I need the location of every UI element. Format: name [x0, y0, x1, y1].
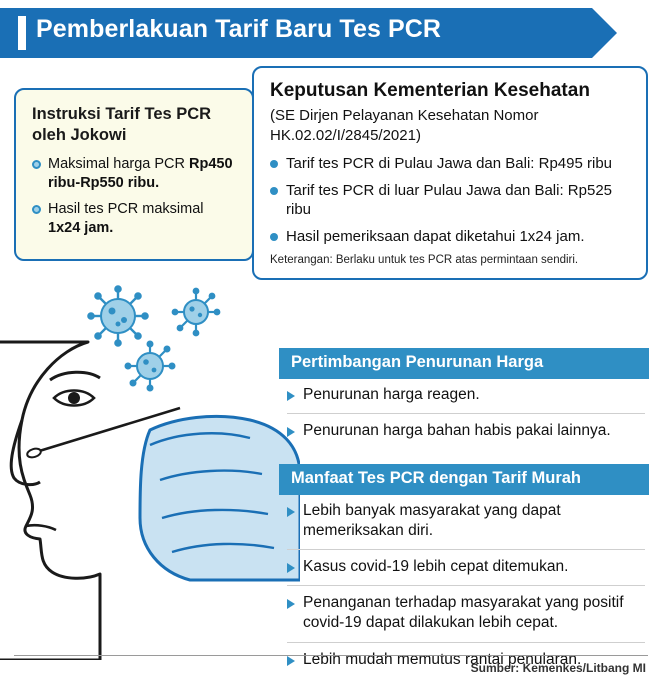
pertimbangan-item-text: Penurunan harga bahan habis pakai lainnya.	[303, 421, 611, 439]
pertimbangan-section	[279, 348, 649, 449]
instruksi-title: Instruksi Tarif Tes PCR oleh Jokowi	[32, 105, 212, 145]
list-item	[287, 421, 645, 441]
list-item	[287, 385, 645, 405]
keputusan-item-text: Hasil pemeriksaan dapat diketahui 1x24 jam.	[286, 227, 585, 245]
list-item	[270, 181, 632, 220]
manfaat-list	[279, 495, 649, 670]
arrow-right-icon	[287, 427, 295, 437]
instruksi-item-text: Maksimal harga PCR Rp450 ribu-Rp550 ribu.	[48, 156, 233, 192]
page-title: Pemberlakuan Tarif Baru Tes PCR	[36, 15, 442, 43]
keputusan-card	[252, 66, 648, 280]
list-item	[32, 155, 238, 193]
list-item	[287, 557, 645, 577]
pertimbangan-item-text: Penurunan harga reagen.	[303, 385, 480, 403]
bullet-dot-icon	[32, 205, 41, 214]
instruksi-item-text: Hasil tes PCR maksimal 1x24 jam.	[48, 200, 204, 236]
manfaat-item-text: Lebih mudah memutus rantai penularan.	[303, 650, 582, 668]
divider	[287, 413, 645, 414]
header-accent-bar	[18, 16, 26, 50]
pertimbangan-list	[279, 379, 649, 441]
list-item	[270, 227, 632, 247]
list-item	[270, 154, 632, 174]
virus-icon-group	[88, 286, 219, 390]
bullet-dot-icon	[270, 187, 278, 195]
manfaat-section	[279, 464, 649, 678]
divider	[287, 585, 645, 586]
bullet-dot-icon	[270, 233, 278, 241]
keputusan-note: Keterangan: Berlaku untuk tes PCR atas permintaan sendiri.	[270, 254, 579, 267]
arrow-right-icon	[287, 656, 295, 666]
source-credit: Sumber: Kemenkes/Litbang MI	[470, 661, 646, 675]
keputusan-subtitle: (SE Dirjen Pelayanan Kesehatan Nomor HK.02.02/I/2845/2021)	[270, 106, 539, 144]
arrow-right-icon	[287, 507, 295, 517]
manfaat-item-text: Penanganan terhadap masyarakat yang positif covid-19 dapat dilakukan lebih cepat.	[303, 594, 624, 632]
arrow-right-icon	[287, 391, 295, 401]
list-item	[287, 593, 645, 633]
arrow-right-icon	[287, 563, 295, 573]
keputusan-item-text: Tarif tes PCR di Pulau Jawa dan Bali: Rp495 ribu	[286, 155, 613, 173]
pertimbangan-title: Pertimbangan Penurunan Harga	[279, 348, 649, 379]
bullet-dot-icon	[32, 160, 41, 169]
instruksi-card	[14, 88, 254, 261]
keputusan-item-text: Tarif tes PCR di luar Pulau Jawa dan Bali: Rp525 ribu	[286, 181, 613, 219]
arrow-right-icon	[287, 599, 295, 609]
list-item	[32, 200, 238, 238]
divider	[287, 549, 645, 550]
bullet-dot-icon	[270, 160, 278, 168]
keputusan-title: Keputusan Kementerian Kesehatan	[270, 80, 590, 101]
manfaat-item-text: Lebih banyak masyarakat yang dapat memeriksakan diri.	[303, 501, 561, 539]
divider	[287, 642, 645, 643]
list-item	[287, 501, 645, 541]
manfaat-item-text: Kasus covid-19 lebih cepat ditemukan.	[303, 558, 569, 576]
manfaat-title: Manfaat Tes PCR dengan Tarif Murah	[279, 464, 649, 495]
footer-divider	[14, 655, 648, 656]
swab-illustration	[0, 280, 300, 660]
